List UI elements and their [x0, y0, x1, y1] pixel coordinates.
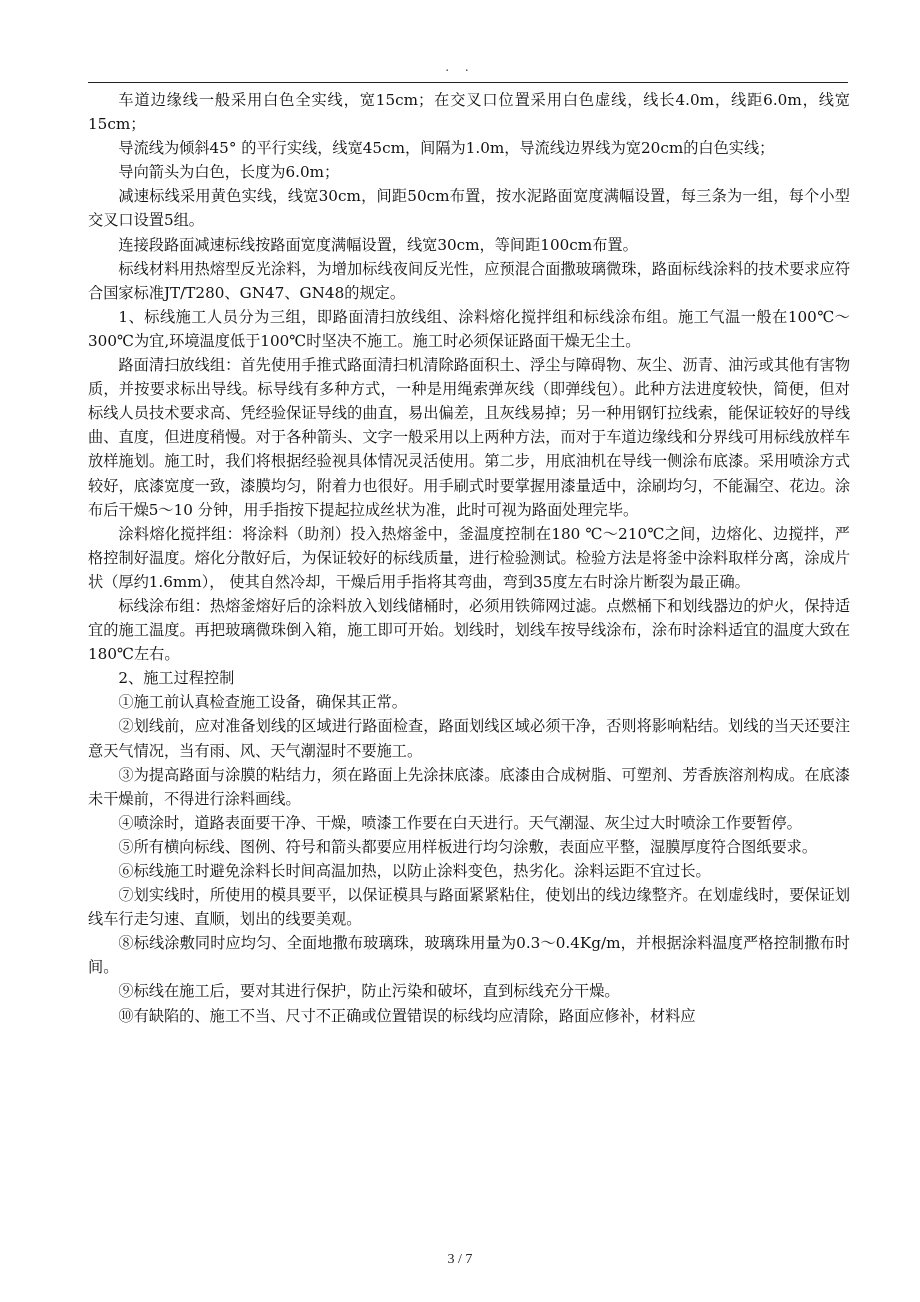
- list-item: ②划线前，应对准备划线的区域进行路面检查，路面划线区域必须干净，否则将影响粘结。划线的当天还要注意天气情况，当有雨、风、天气潮湿时不要施工。: [88, 717, 850, 760]
- page-number: 3 / 7: [447, 1252, 473, 1267]
- paragraph: 路面清扫放线组：首先使用手推式路面清扫机清除路面积土、浮尘与障碍物、灰尘、沥青、油污或其他有害物质，并按要求标出导线。标导线有多种方式，一种是用绳索弹灰线（即弹线包）。此种方法进度较快，简便，但对标线人员技术要求高、凭经验保证导线的曲直，易出偏差，且灰线易掉；另一种用钢钉拉线索，能保证较好的导线曲、直度，但进度稍慢。对于各种箭头、文字一般采用以上两种方法，而对于车道边缘线和分界线可用标线放样车放样施划。施工时，我们将根据经验视具体情况灵活使用。第二步，用底油机在导线一侧涂布底漆。采用喷涂方式较好，底漆宽度一致，漆膜均匀，附着力也很好。用手刷式时要掌握用漆量适中，涂刷均匀，不能漏空、花边。涂布后干燥5～10 分钟，用手指按下提起拉成丝状为准，此时可视为路面处理完毕。: [88, 356, 850, 519]
- list-item: ⑦划实线时，所使用的模具要平，以保证模具与路面紧紧粘住，使划出的线边缘整齐。在划虚线时，要保证划线车行走匀速、直顺，划出的线要美观。: [88, 886, 850, 929]
- paragraph: 1、标线施工人员分为三组，即路面清扫放线组、涂料熔化搅拌组和标线涂布组。施工气温一般在100℃～300℃为宜,环境温度低于100℃时坚决不施工。施工时必须保证路面干燥无尘土。: [88, 307, 850, 350]
- paragraph: 车道边缘线一般采用白色全实线，宽15cm；在交叉口位置采用白色虚线，线长4.0m，线距6.0m，线宽15cm；: [88, 91, 850, 134]
- paragraph: 涂料熔化搅拌组：将涂料（助剂）投入热熔釜中，釜温度控制在180 ℃～210℃之间，边熔化、边搅拌，严格控制好温度。熔化分散好后，为保证较好的标线质量，进行检验测试。检验方法是将釜中涂料取样分离，涂成片状（厚约1.6mm）， 使其自然冷却，干燥后用手指将其弯曲，弯到35度左右时涂片断裂为最正确。: [88, 524, 850, 591]
- paragraph: 减速标线采用黄色实线，线宽30cm，间距50cm布置，按水泥路面宽度满幅设置，每三条为一组，每个小型交叉口设置5组。: [88, 187, 850, 230]
- list-item: ④喷涂时，道路表面要干净、干燥，喷漆工作要在白天进行。天气潮湿、灰尘过大时喷涂工作要暂停。: [118, 813, 802, 832]
- paragraph: 标线涂布组：热熔釜熔好后的涂料放入划线储桶时，必须用铁筛网过滤。点燃桶下和划线器边的炉火，保持适宜的施工温度。再把玻璃微珠倒入箱，施工即可开始。划线时，划线车按导线涂布，涂布时涂料适宜的温度大致在180℃左右。: [88, 596, 850, 664]
- header-dots: . .: [445, 60, 475, 74]
- paragraph: 导流线为倾斜45° 的平行实线，线宽45cm，间隔为1.0m，导流线边界线为宽20cm的白色实线；: [118, 139, 775, 158]
- section-heading: 2、施工过程控制: [118, 669, 235, 688]
- paragraph: 标线材料用热熔型反光涂料，为增加标线夜间反光性，应预混合面撒玻璃微珠，路面标线涂料的技术要求应符合国家标准JT/T280、GN47、GN48的规定。: [88, 259, 850, 302]
- list-item: ⑧标线涂敷同时应均匀、全面地撒布玻璃珠，玻璃珠用量为0.3～0.4Kg/m，并根据涂料温度严格控制撒布时间。: [88, 934, 850, 977]
- paragraph: 导向箭头为白色，长度为6.0m；: [118, 163, 340, 182]
- header-rule: [88, 82, 848, 83]
- list-item: ⑤所有横向标线、图例、符号和箭头都要应用样板进行均匀涂敷，表面应平整，湿膜厚度符合图纸要求。: [118, 837, 818, 856]
- document-body: [88, 88, 850, 1028]
- list-item: ③为提高路面与涂膜的粘结力，须在路面上先涂抹底漆。底漆由合成树脂、可塑剂、芳香族溶剂构成。在底漆未干燥前，不得进行涂料画线。: [88, 765, 850, 808]
- list-item: ⑥标线施工时避免涂料长时间高温加热，以防止涂料变色，热劣化。涂料运距不宜过长。: [118, 862, 711, 880]
- list-item: ⑩有缺陷的、施工不当、尺寸不正确或位置错误的标线均应清除，路面应修补，材料应: [118, 1006, 696, 1025]
- list-item: ⑨标线在施工后，要对其进行保护，防止污染和破坏，直到标线充分干燥。: [118, 982, 620, 1001]
- list-item: ①施工前认真检查施工设备，确保其正常。: [118, 693, 407, 712]
- paragraph: 连接段路面减速标线按路面宽度满幅设置，线宽30cm，等间距100cm布置。: [118, 235, 638, 254]
